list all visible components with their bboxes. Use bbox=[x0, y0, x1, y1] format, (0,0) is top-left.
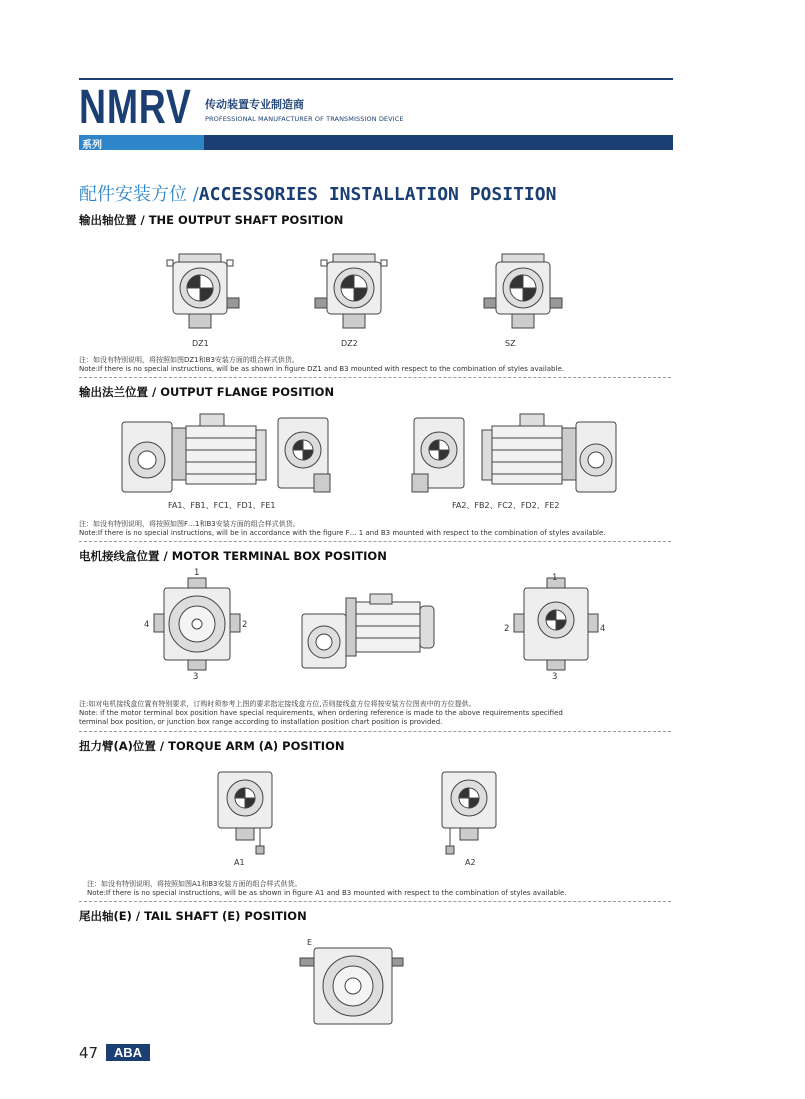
label-flange-2: FA2、FB2、FC2、FD2、FE2 bbox=[452, 501, 560, 510]
tail-shaft-drawing bbox=[300, 944, 405, 1028]
label-flange-1: FA1、FB1、FC1、FD1、FE1 bbox=[168, 501, 276, 510]
note-torque-arm-cn: 注：如没有特别说明，将按照如图A1和B3安装方面的组合样式供货。 bbox=[87, 880, 302, 888]
terminal-box-drawing-rear bbox=[512, 578, 602, 672]
flange-drawing-left bbox=[118, 408, 338, 496]
terminal-pos-3: 3 bbox=[193, 672, 199, 682]
series-label: 系列 bbox=[82, 140, 102, 151]
terminal-box-drawing-front bbox=[150, 578, 246, 672]
divider bbox=[79, 377, 671, 378]
tagline-en: PROFESSIONAL MANUFACTURER OF TRANSMISSION DEVICE bbox=[205, 115, 404, 123]
terminal-pos-4: 4 bbox=[144, 620, 150, 630]
page-title-en: ACCESSORIES INSTALLATION POSITION bbox=[198, 184, 557, 205]
footer-logo: ABA bbox=[106, 1044, 150, 1061]
page-title bbox=[79, 180, 556, 206]
section-heading-terminal-box: 电机接线盒位置 / MOTOR TERMINAL BOX POSITION bbox=[79, 549, 387, 563]
page-title-cn: 配件安装方位 / bbox=[79, 184, 199, 205]
page-number: 47 bbox=[79, 1044, 99, 1062]
note-terminal-box-en-1: Note: if the motor terminal box position have special requirements, when ordering reference is made to the above requirements specified bbox=[79, 709, 563, 717]
note-output-flange-en: Note:If there is no special instructions, will be in accordance with the figure F… 1 and B3 mounted with respect to the combination of styles available. bbox=[79, 529, 606, 537]
header-band-dark bbox=[204, 135, 673, 150]
note-output-shaft bbox=[79, 356, 564, 374]
terminal-pos-rear-3: 3 bbox=[552, 672, 558, 682]
label-dz1: DZ1 bbox=[192, 339, 209, 348]
gearbox-drawing-sz bbox=[478, 240, 568, 332]
torque-arm-drawing-a2 bbox=[436, 762, 502, 856]
divider bbox=[79, 541, 671, 542]
tagline-cn: 传动装置专业制造商 bbox=[205, 98, 304, 111]
section-heading-output-flange: 输出法兰位置 / OUTPUT FLANGE POSITION bbox=[79, 385, 335, 399]
note-output-shaft-en: Note:If there is no special instructions, will be as shown in figure DZ1 and B3 mounted with respect to the combination of styles available. bbox=[79, 365, 564, 373]
divider bbox=[79, 731, 671, 732]
note-torque-arm-en: Note:If there is no special instructions, will be as shown in figure A1 and B3 mounted with respect to the combination of styles available. bbox=[87, 889, 567, 897]
note-terminal-box-en-2: terminal box position, or junction box range according to installation position chart position is provided. bbox=[79, 718, 443, 726]
divider bbox=[79, 901, 671, 902]
brand-title: NMRV bbox=[79, 81, 192, 134]
terminal-pos-rear-1: 1 bbox=[552, 573, 558, 583]
label-a2: A2 bbox=[465, 858, 476, 867]
gearbox-drawing-dz1 bbox=[163, 240, 243, 332]
section-heading-output-shaft: 输出轴位置 / THE OUTPUT SHAFT POSITION bbox=[79, 213, 344, 227]
section-heading-torque-arm: 扭力臂(A)位置 / TORQUE ARM (A) POSITION bbox=[79, 739, 345, 753]
gearbox-drawing-dz2 bbox=[313, 240, 393, 332]
note-output-flange-cn: 注：如没有特别说明，将按照如图F…1和B3安装方面的组合样式供货。 bbox=[79, 520, 300, 528]
torque-arm-drawing-a1 bbox=[212, 762, 278, 856]
label-a1: A1 bbox=[234, 858, 245, 867]
terminal-pos-rear-2: 2 bbox=[504, 624, 510, 634]
terminal-pos-1: 1 bbox=[194, 568, 200, 578]
note-torque-arm bbox=[87, 880, 567, 898]
terminal-pos-2: 2 bbox=[242, 620, 248, 630]
label-sz: SZ bbox=[505, 339, 516, 348]
label-e: E bbox=[307, 938, 313, 947]
section-heading-tail-shaft: 尾出轴(E) / TAIL SHAFT (E) POSITION bbox=[79, 909, 307, 923]
note-terminal-box bbox=[79, 700, 563, 727]
terminal-box-drawing-side bbox=[298, 592, 438, 672]
label-dz2: DZ2 bbox=[341, 339, 358, 348]
header-rule bbox=[79, 78, 673, 80]
note-output-flange bbox=[79, 520, 606, 538]
terminal-pos-rear-4: 4 bbox=[600, 624, 606, 634]
note-output-shaft-cn: 注：如没有特别说明，将按照如图DZ1和B3安装方面的组合样式供货。 bbox=[79, 356, 299, 364]
note-terminal-box-cn: 注:如对电机接线盒位置有特别要求，订购时须参考上图的要求指定接线盒方位,否则接线盒方位将按安装方位图表中的方位提供。 bbox=[79, 700, 476, 708]
flange-drawing-right bbox=[410, 408, 620, 496]
